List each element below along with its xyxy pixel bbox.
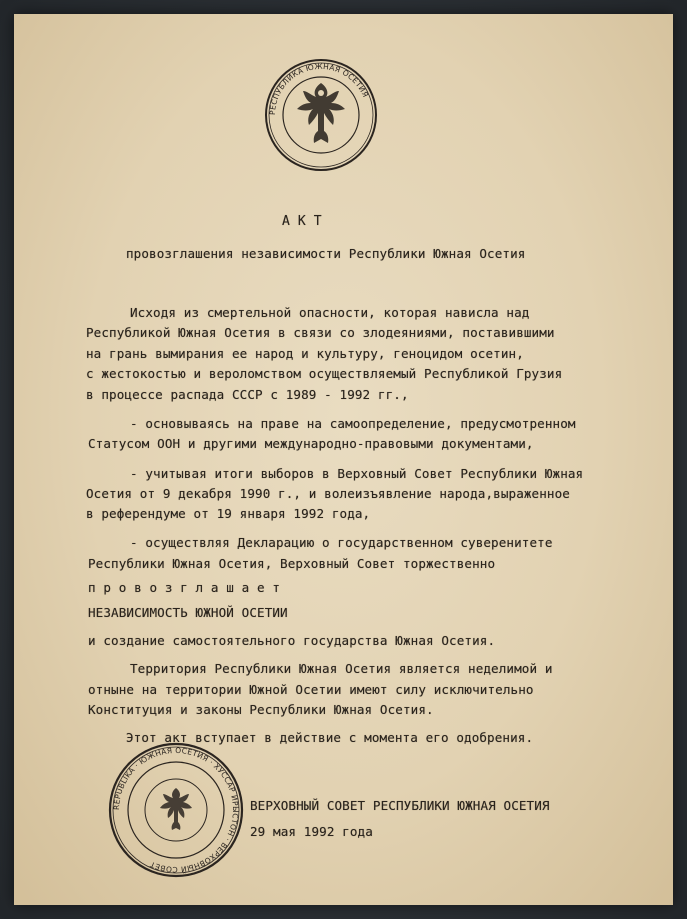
body-line: Осетия от 9 декабря 1990 г., и волеизъявление народа,выраженное [86,486,570,501]
body-line: Территория Республики Южная Осетия является неделимой и [130,661,553,676]
body-line: - осуществляя Декларацию о государственном суверенитете [130,535,553,550]
body-line: Республикой Южная Осетия в связи со злодеяниями, поставившими [86,325,555,340]
bottom-seal-ring-text: REPUBLIKA · ЮЖНАЯ ОСЕТИЯ · ХУССАР ИРЫСТОН · ВЕРХОВНЫЙ СОВЕТ [111,745,241,875]
body-line: в референдуме от 19 января 1992 года, [86,506,371,521]
body-line: Исходя из смертельной опасности, которая нависла над [130,305,530,320]
document-title: А К Т [282,214,322,229]
body-line: отныне на территории Южной Осетии имеют силу исключительно [88,682,534,697]
document-subtitle: провозглашения независимости Республики Южная Осетия [126,246,526,261]
body-line: на грань вымирания ее народ и культуру, геноцидом осетин, [86,346,524,361]
signature-authority: ВЕРХОВНЫЙ СОВЕТ РЕСПУБЛИКИ ЮЖНАЯ ОСЕТИЯ [250,798,550,813]
proclaims-line: п р о в о з г л а ш а е т [88,580,281,595]
body-line: и создание самостоятельного государства Южная Осетия. [88,633,496,648]
document-page [14,14,673,905]
top-seal [263,57,379,173]
eagle-emblem-icon [297,83,345,143]
body-line: Этот акт вступает в действие с момента его одобрения. [126,730,534,745]
body-line: Республики Южная Осетия, Верховный Совет торжественно [88,556,496,571]
top-seal-ring-text: РЕСПУБЛИКА ЮЖНАЯ ОСЕТИЯ [267,61,371,116]
body-line: с жестокостью и вероломством осуществляемый Республикой Грузия [86,366,563,381]
body-line: Конституция и законы Республики Южная Осетия. [88,702,434,717]
body-line: - основываясь на праве на самоопределение, предусмотренном [130,416,576,431]
signature-date: 29 мая 1992 года [250,824,373,839]
body-line: в процессе распада СССР с 1989 - 1992 гг., [86,387,409,402]
eagle-emblem-icon [160,788,192,830]
bottom-seal [106,740,246,880]
body-line: - учитывая итоги выборов в Верховный Совет Республики Южная [130,466,584,481]
body-line: Статусом ООН и другими международно-правовыми документами, [88,436,534,451]
independence-heading: НЕЗАВИСИМОСТЬ ЮЖНОЙ ОСЕТИИ [88,605,288,620]
